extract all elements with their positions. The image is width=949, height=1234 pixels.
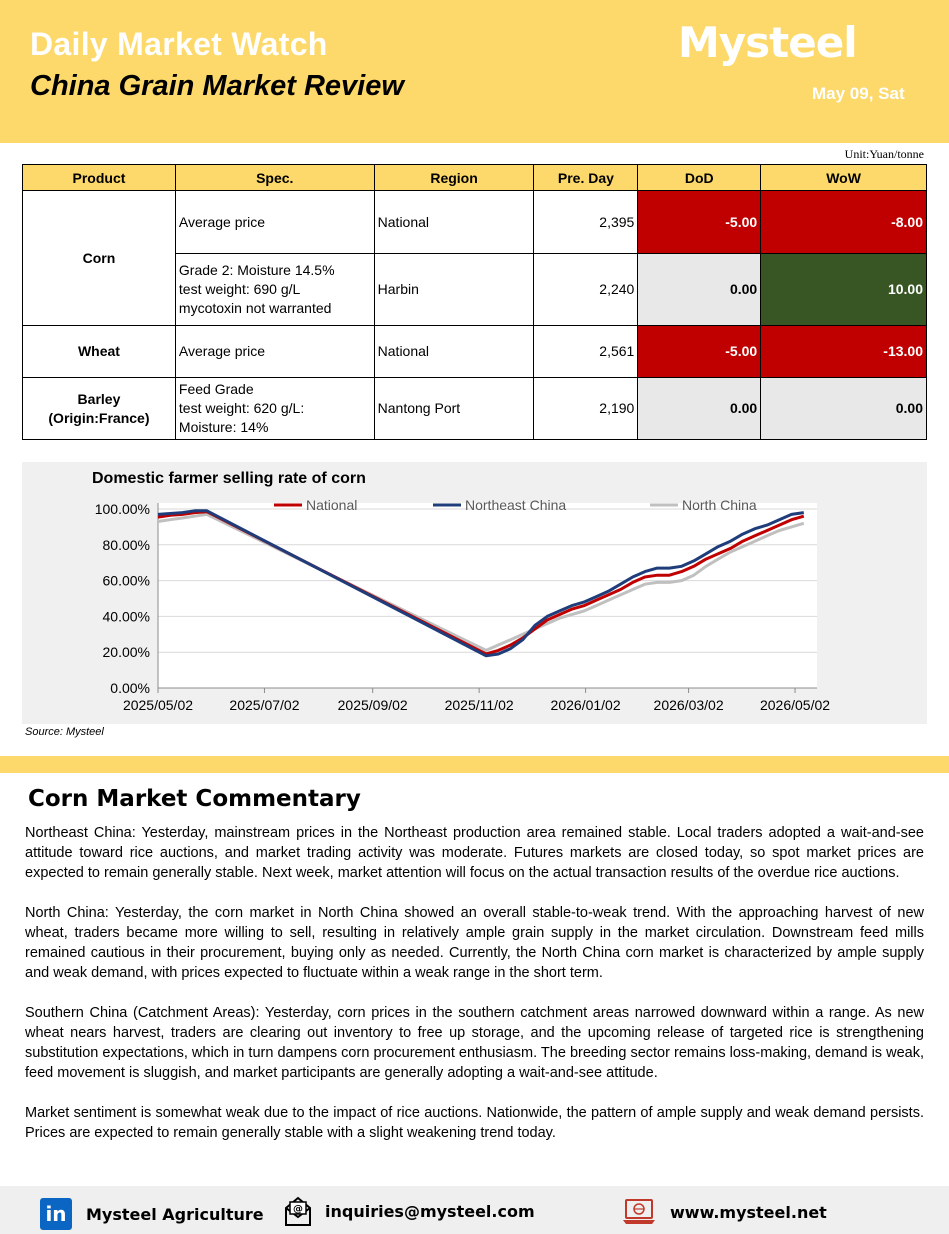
product-cell: Corn: [23, 191, 176, 326]
spec-line: mycotoxin not warranted: [178, 300, 332, 316]
column-header: Pre. Day: [534, 165, 638, 191]
unit-label: Unit:Yuan/tonne: [844, 147, 924, 161]
x-tick-label: 2025/09/02: [337, 697, 408, 713]
laptop-icon: [622, 1198, 656, 1226]
email-icon: [283, 1194, 313, 1228]
column-header: Spec.: [175, 165, 374, 191]
wow-cell: 0.00: [761, 378, 927, 440]
spec-line: Feed Grade: [178, 381, 254, 397]
spec-cell: [175, 254, 374, 326]
x-tick-label: 2025/07/02: [229, 697, 300, 713]
product-line: Barley: [77, 390, 121, 407]
y-tick-label: 60.00%: [102, 572, 150, 589]
x-tick-label: 2025/05/02: [122, 697, 194, 713]
dod-cell: -5.00: [638, 191, 761, 254]
table-header-row: [23, 165, 927, 191]
commentary-body: [25, 823, 924, 1163]
website-link[interactable]: [622, 1198, 827, 1226]
region-cell: Harbin: [374, 254, 534, 326]
commentary-title: Corn Market Commentary: [28, 786, 361, 812]
report-series-title: Daily Market Watch: [30, 26, 328, 62]
product-cell: Wheat: [23, 326, 176, 378]
chart-title: Domestic farmer selling rate of corn: [92, 470, 366, 487]
table-row: [23, 326, 927, 378]
x-tick-label: 2026/03/02: [653, 697, 724, 713]
wow-cell: 10.00: [761, 254, 927, 326]
table-row: [23, 378, 927, 440]
y-tick-label: 80.00%: [102, 536, 150, 553]
region-cell: National: [374, 326, 534, 378]
y-tick-label: 20.00%: [102, 644, 150, 661]
column-header: Region: [374, 165, 534, 191]
pre-day-cell: 2,395: [534, 191, 638, 254]
spec-cell: Average price: [175, 191, 374, 254]
legend-label: Northeast China: [465, 497, 567, 513]
x-tick-label: 2026/01/02: [550, 697, 621, 713]
spec-line: test weight: 690 g/L: [178, 281, 301, 297]
x-tick-label: 2025/11/02: [444, 697, 514, 713]
report-title: China Grain Market Review: [30, 70, 404, 102]
spec-line: Grade 2: Moisture 14.5%: [178, 262, 335, 278]
y-tick-label: 0.00%: [110, 680, 150, 696]
column-header: WoW: [761, 165, 927, 191]
y-tick-label: 40.00%: [102, 608, 150, 625]
x-tick-label: 2026/05/02: [759, 697, 831, 713]
linkedin-label: Mysteel Agriculture: [86, 1204, 264, 1224]
legend-label: North China: [682, 497, 757, 513]
header-banner: [0, 0, 949, 143]
product-line: (Origin:France): [48, 409, 150, 426]
email-link[interactable]: [283, 1194, 535, 1228]
wow-cell: -13.00: [761, 326, 927, 378]
spec-cell: Average price: [175, 326, 374, 378]
email-label: inquiries@mysteel.com: [325, 1201, 535, 1221]
region-cell: National: [374, 191, 534, 254]
region-cell: Nantong Port: [374, 378, 534, 440]
dod-cell: -5.00: [638, 326, 761, 378]
pre-day-cell: 2,240: [534, 254, 638, 326]
column-header: Product: [23, 165, 176, 191]
wow-cell: -8.00: [761, 191, 927, 254]
table-row: [23, 191, 927, 254]
paragraph-sentiment: Market sentiment is somewhat weak due to the impact of rice auctions. Nationwide, the pattern of ample supply and weak demand persists. Prices are expected to remain generally stable with a slight weakening trend today.: [25, 1105, 924, 1141]
legend-label: National: [306, 497, 358, 513]
paragraph-north: North China: Yesterday, the corn market in North China showed an overall stable-to-weak trend. With the approaching harvest of new wheat, traders became more willing to sell, resulting in relatively ample grain supply in the market circulation. Downstream feed mills remained cautious in their procurement, buying only as needed. Currently, the North China corn market is characterized by ample supply and weak demand, with prices expected to fluctuate within a weak range in the short term.: [25, 905, 924, 981]
column-header: DoD: [638, 165, 761, 191]
pre-day-cell: 2,561: [534, 326, 638, 378]
paragraph-south: Southern China (Catchment Areas): Yesterday, corn prices in the southern catchment areas narrowed downward within a range. As new wheat nears harvest, traders are clearing out inventory to free up storage, and the upcoming release of targeted rice is strengthening substitution expectations, which in turn dampens corn procurement enthusiasm. The breeding sector remains loss-making, demand is weak, feed movement is sluggish, and market participants are generally adopting a wait-and-see attitude.: [25, 1005, 924, 1081]
divider-band: [0, 756, 949, 773]
dod-cell: 0.00: [638, 378, 761, 440]
dod-cell: 0.00: [638, 254, 761, 326]
website-label: www.mysteel.net: [670, 1202, 827, 1222]
plot-area: [158, 503, 817, 688]
chart-source: Source: Mysteel: [25, 726, 104, 738]
mysteel-logo: Mysteel: [678, 18, 857, 67]
chart-panel: [22, 462, 927, 724]
linkedin-link[interactable]: [40, 1198, 264, 1230]
spec-cell: [175, 378, 374, 440]
spec-line: Moisture: 14%: [178, 419, 269, 435]
y-tick-label: 100.00%: [94, 501, 150, 517]
report-date: May 09, Sat: [812, 84, 905, 103]
pre-day-cell: 2,190: [534, 378, 638, 440]
linkedin-icon: in: [40, 1198, 72, 1230]
product-cell: [23, 378, 176, 440]
paragraph-northeast: Northeast China: Yesterday, mainstream prices in the Northeast production area remained stable. Local traders adopted a wait-and-see attitude toward rice auctions, and market trading activity was moderate. Futures markets are closed today, so spot market prices are expected to remain generally stable. Next week, market attention will focus on the actual transaction results of the overdue rice auctions.: [25, 825, 924, 881]
spec-line: test weight: 620 g/L:: [178, 400, 305, 416]
price-table: [22, 164, 927, 440]
svg-text:@: @: [293, 1204, 303, 1215]
footer: [0, 1186, 949, 1234]
line-chart: [22, 462, 927, 724]
